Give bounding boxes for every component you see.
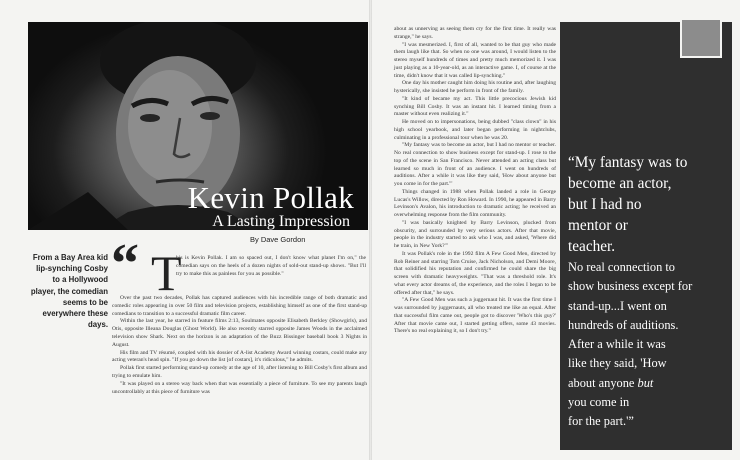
paragraph: One day his mother caught him doing his routine and, after laughing hysterically, she insisted he perform in front of the family. xyxy=(394,80,556,94)
pull-quote-line: After a while it was xyxy=(568,337,666,352)
paragraph: "A Few Good Men was such a juggernaut hit. It was the first time I was surrounded by juggernauts, all who treated me like an equal. After that successful film came out, people got to discover 'Who's this guy?' After that movie came out, I started getting offers, some 43 movies. There's no real explaining it, so I don't try." xyxy=(394,297,556,335)
pull-quote-line: hundreds of auditions. xyxy=(568,317,679,332)
pull-quote-line: for the part.'” xyxy=(568,414,634,429)
right-column xyxy=(394,26,556,336)
left-column xyxy=(112,295,367,396)
paragraph: "It was played on a stereo way back when that was essentially a piece of furniture. To see my parents laugh uncontrollably at this piece of furniture was xyxy=(112,380,367,395)
quote-mark: “ xyxy=(111,233,139,295)
pull-quote-line: like they said, 'How xyxy=(568,356,667,371)
pull-quote-line: mentor or xyxy=(568,217,628,234)
pull-quote-line: you come in xyxy=(568,395,630,410)
accent-square xyxy=(680,18,722,58)
portrait-photo xyxy=(28,22,368,230)
paragraph: It was Pollak's role in the 1992 film A Few Good Men, directed by Rob Reiner and starring Tom Cruise, Jack Nicholson, and Demi Moore, that solidified his reputation and confirmed he could share the big screen with dramatic heavyweights. "That was a threshold role. It's what every actor dreams of, the experience, and the roles I began to be offered after that," he says. xyxy=(394,250,556,296)
paragraph: Over the past two decades, Pollak has captured audiences with his incredible range of both dramatic and comedic roles appearing in over 50 film and television projects, establishing himself as one of the first stand-up comedians to transition to a successful dramatic film career. xyxy=(112,295,367,317)
article-subtitle: A Lasting Impression xyxy=(212,213,350,230)
paragraph: "My fantasy was to become an actor, but I had no mentor or teacher. No real connection to show business except for stand-up. I rose to the top of the scene in San Francisco. Never attended an acting class but learned so much in front of an audience. I went on hundreds of auditions. After a while it was like they said, 'How about anyone but you come in for the part.'" xyxy=(394,142,556,187)
paragraph: Within the last year, he starred in feature films 2:13, Soulmates opposite Elisabeth Berkley (Showgirls), and Otis, opposite Illeana Douglas (Ghost World). He also recently starred opposite James Woods in the acclaimed television show Shark. Next on the horizon is an adaptation of the Buzz Bissinger baseball book 3 Nights in August. xyxy=(112,318,367,348)
pull-quote-line: No real connection to xyxy=(568,260,676,274)
pull-quote-italic: but xyxy=(637,375,654,390)
intro-text: his is Kevin Pollak. I am so spaced out, I don't know what planet I'm on," the comedian says on the heels of a dozen nights of sold-out stand-up shows. "But I'll try to make this as painless for you as possible." xyxy=(176,255,366,277)
intro-paragraph xyxy=(176,255,366,278)
paragraph: Things changed in 1988 when Pollak landed a role in George Lucas's Willow, directed by Ron Howard. In 1990, he appeared in Barry Levinson's Avalon, his introduction to dramatic acting; he received an overwhelming response from the film community. xyxy=(394,188,556,218)
pull-quote-line: teacher. xyxy=(568,238,616,255)
paragraph: Pollak first started performing stand-up comedy at the age of 10, after listening to Bill Cosby's first album and trying to emulate him. xyxy=(112,365,367,379)
pull-quote-line xyxy=(568,374,730,393)
paragraph: about as unnerving as seeing them cry for the first time. It really was strange," he says. xyxy=(394,26,556,40)
pull-quote-line: show business except for xyxy=(568,279,693,294)
paragraph: "I was basically knighted by Barry Levinson, plucked from obscurity, and surrounded by very serious actors. After that movie, people in the industry started to ask who I was, and asked, 'Where did he train, in New York?'" xyxy=(394,219,556,249)
pull-quote-line: “My fantasy was to xyxy=(568,154,688,171)
drop-cap: T xyxy=(151,245,182,301)
paragraph: "It kind of became my act. This little precocious Jewish kid synching Bill Cosby. It was an instant hit. I learned timing from a master without even realizing it." xyxy=(394,95,556,118)
paragraph: His film and TV résumé, coupled with his dossier of A-list Academy Award winning costars, could make any acting veteran's head spin. "If you go down the list [of costars], it's ridiculous," he admits. xyxy=(112,349,367,364)
pull-quote-text: about anyone xyxy=(568,375,638,390)
paragraph: He moved on to impersonations, being dubbed "class clown" in his high school yearbook, and later began performing in nightclubs, culminating in a professional tour when he was 20. xyxy=(394,119,556,141)
paragraph: "I was mesmerized. I, first of all, wanted to be that guy who made them laugh like that. So when no one was around, I would listen to the stereo myself hundreds of times and pretty much memorized it. I was just playing as a 10-year-old, as an interactive game. I, of course at the time, didn't know that it was called lip-synching." xyxy=(394,41,556,79)
side-quote: From a Bay Area kid lip-synching Cosby to a Hollywood player, the comedian seems to be everywhere these days. xyxy=(30,253,108,330)
article-title: Kevin Pollak xyxy=(187,180,354,215)
pull-quote-line: become an actor, xyxy=(568,175,672,192)
page-gutter xyxy=(369,0,372,460)
pull-quote-large xyxy=(568,152,730,257)
pull-quote-small xyxy=(568,258,730,432)
byline: By Dave Gordon xyxy=(250,235,306,244)
pull-quote-line: but I had no xyxy=(568,196,642,213)
pull-quote-line: stand-up...I went on xyxy=(568,298,667,313)
